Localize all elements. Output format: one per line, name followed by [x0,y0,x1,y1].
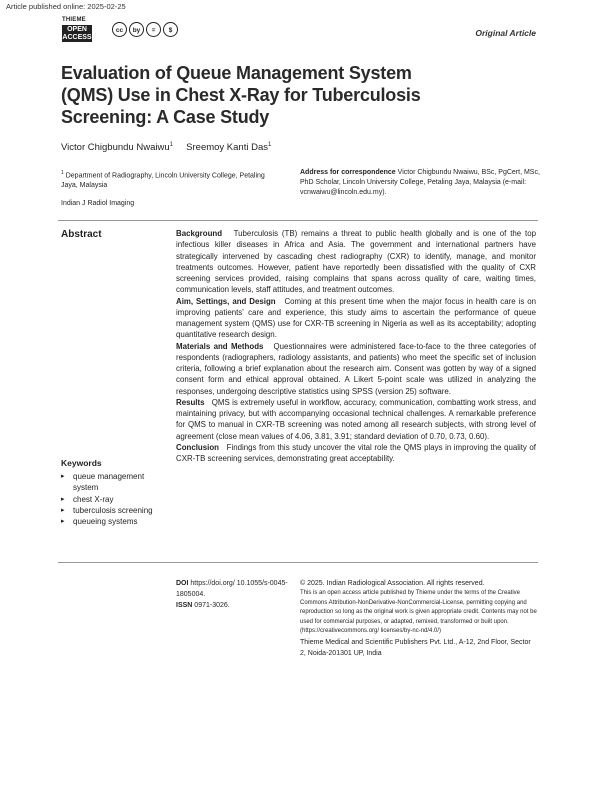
no-derivatives-icon: = [146,22,161,37]
issn-label: ISSN [176,602,193,609]
non-commercial-icon: $ [163,22,178,37]
creative-commons-icons [112,22,178,37]
cc-icon: cc [112,22,127,37]
doi-block [176,578,296,611]
keyword-item: ▸ queue management system [61,471,171,494]
keyword-item: ▸ chest X-ray [61,494,171,505]
abstract-background [176,228,536,296]
section-head: Results [176,397,205,407]
section-text: Questionnaires were administered face-to-face to the three categories of respondents (radiographers, radiology assistants, and patients) who meet the specific set of inclusion criteria, following a brief explanation about the research aim. Consent was gotten by way of a signed consent form and ethical approval obtained. A Likert 5-point scale was utilized in analyzing the responses, undergoing descriptive statistics using SPSS (version 25) software. [176,341,537,396]
doi-link[interactable]: https://doi.org/ 10.1055/s-0045-1805004. [176,580,288,598]
article-type: Original Article [475,28,536,38]
abstract-conclusion [176,442,536,465]
divider [58,562,538,563]
affiliation [61,168,281,191]
abstract-body [176,228,536,464]
abstract-results [176,397,536,442]
correspondence-label: Address for correspondence [300,169,396,176]
doi-label: DOI [176,580,189,587]
section-text: QMS is extremely useful in workflow, accuracy, communication, combatting work stress, and maintaining privacy, but with accompanying occasional technical challenges. A remarkable preference for QMS to manual in CXR-TB screening was noted among all research subjects, with strong level of agreement (close mean values of 4.06, 3.81, 3.91; standard deviation of 0.70, 0.73, 0.60). [176,397,537,441]
author-affiliation-marker: 1 [169,142,173,148]
section-text: Findings from this study uncover the vital role the QMS plays in improving the quality of CXR-TB screening services, demonstrating great acceptability. [176,442,536,463]
logo-line1: THIEME [62,17,86,23]
author-line [61,142,271,153]
logo-line2: OPEN [67,26,87,33]
license-text: This is an open access article published by Thieme under the terms of the Creative Commons Attribution-NonDerivative-NonCommercial-License, permitting copying and reproduction so long as the original work is given appropriate credit. Contents may not be used for commercial purposes, or adapted, remixed, transformed or built upon. (https://creativecommons.org/ licenses/by-nc-nd/4.0/) [300,590,537,634]
keyword-item: ▸ tuberculosis screening [61,505,171,516]
abstract-heading: Abstract [61,229,102,240]
divider [58,220,538,221]
issn-value: 0971-3026. [194,602,230,609]
section-text: Tuberculosis (TB) remains a threat to public health globally and is one of the top infectious killer diseases in Africa and Asia. The government and international partners have strategically intervened by cascading chest radiography (CXR) to identify, manage, and monitor treatments outcomes. However, patient have reportedly been dissatisfied with the quality of CXR screening services provided, raising complains that spans across quality of care, waiting times, communication levels, staff attitudes, and treatment outcomes. [176,229,537,295]
publisher-address: Thieme Medical and Scientific Publishers Pvt. Ltd., A-12, 2nd Floor, Sector 2, Noida-201301 UP, India [300,638,531,657]
thieme-open-access-logo [62,17,92,42]
author-affiliation-marker: 1 [268,142,272,148]
section-head: Materials and Methods [176,341,264,351]
affiliation-text: Department of Radiography, Lincoln University College, Petaling Jaya, Malaysia [61,172,265,190]
abstract-aim [176,296,536,341]
section-head: Background [176,229,223,238]
author-name: Sreemoy Kanti Das [186,142,268,154]
logo-open-access [62,25,92,42]
keywords-list [61,471,171,527]
journal-name: Indian J Radiol Imaging [61,200,135,207]
logo-line3: ACCESS [62,33,92,41]
affiliation-marker: 1 [61,170,64,176]
section-head: Aim, Settings, and Design [176,296,276,306]
section-head: Conclusion [176,442,219,452]
keywords-heading: Keywords [61,458,102,468]
abstract-methods [176,341,536,397]
attribution-icon: by [129,22,144,37]
correspondence [300,168,540,198]
correspondence-text: Victor Chigbundu Nwaiwu, BSc, PgCert, MSc, PhD Scholar, Lincoln University College, Petaling Jaya, Malaysia (e-mail: vcnwaiwu@lincoln.edu.my). [300,169,540,196]
copyright-line: © 2025. Indian Radiological Association. All rights reserved. [300,580,485,587]
section-text: Coming at this present time when the major focus in health care is on improving patients' care and experience, this study aims to ascertain the performance of queue management system (QMS) use for CXR-TB screening in Nigeria as well as its acceptability; adopting quantitative research design. [176,296,536,340]
copyright-block [300,578,538,659]
author-name: Victor Chigbundu Nwaiwu [61,142,170,154]
keyword-item: ▸ queueing systems [61,516,171,527]
article-title: Evaluation of Queue Management System (QMS) Use in Chest X-Ray for Tuberculosis Screening: A Case Study [61,63,421,127]
publication-date: Article published online: 2025-02-25 [6,2,126,11]
